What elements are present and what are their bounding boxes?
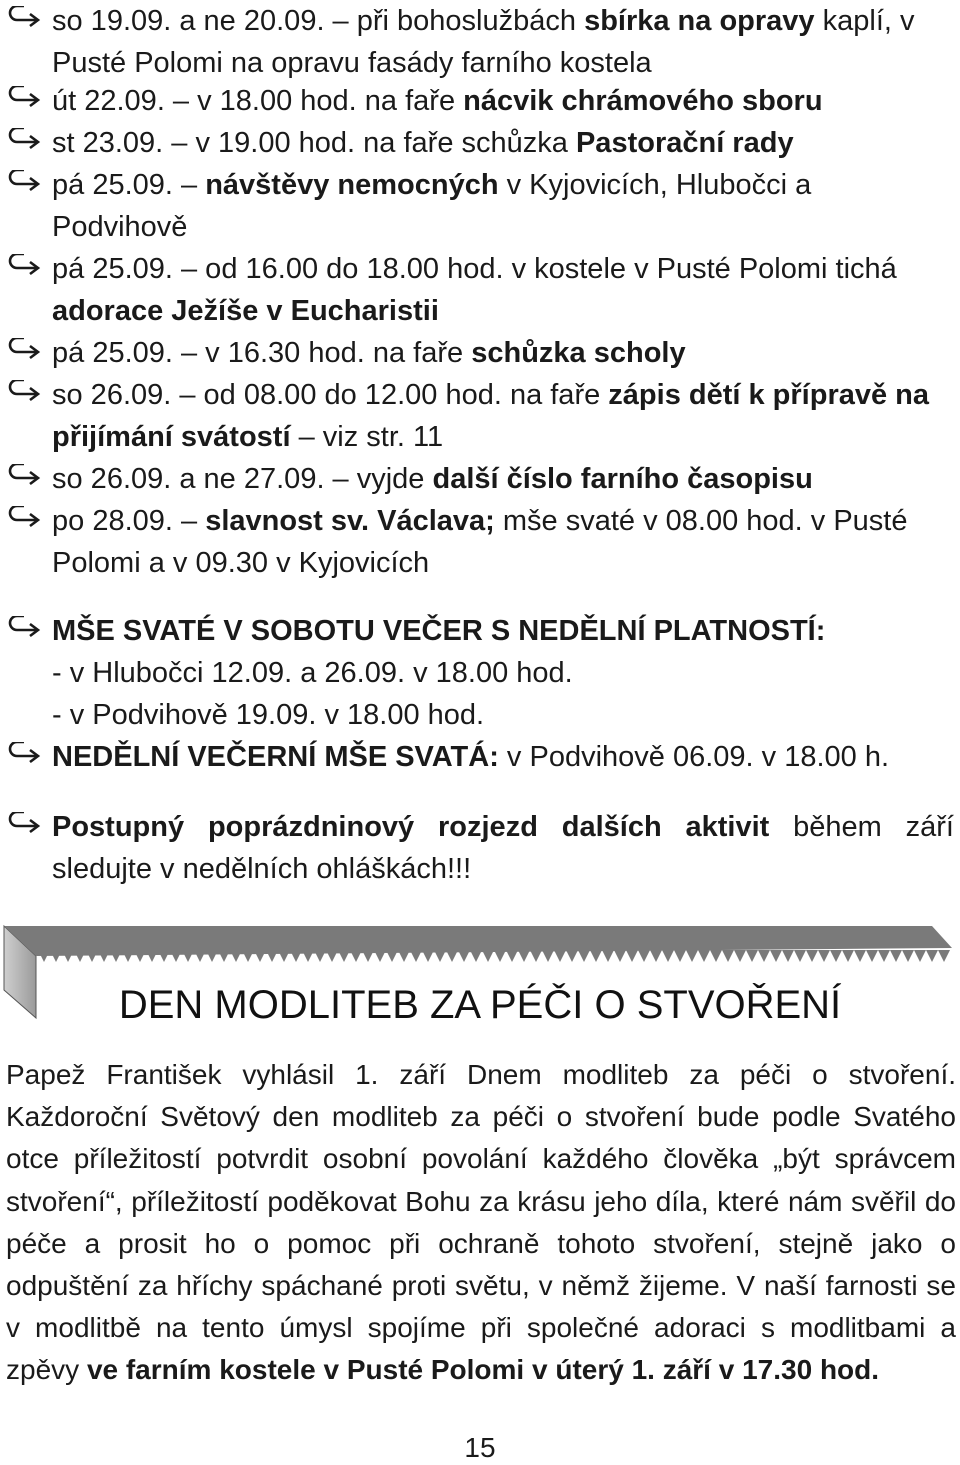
text-run: pá 25.09. – v 16.30 hod. na faře (52, 337, 472, 369)
text-run: – viz str. 11 (290, 421, 444, 453)
event-text (52, 80, 954, 122)
event-text (52, 248, 954, 332)
sunday-evening-heading: NEDĚLNÍ VEČERNÍ MŠE SVATÁ: (52, 741, 499, 773)
holiday-note-text: během září sledujte v nedělních ohláškách!!! (52, 811, 954, 885)
article-body (6, 1054, 956, 1392)
arrow-icon (6, 464, 42, 494)
bold-text-run: zápis dětí k přípravě na přijímání svátostí (52, 379, 930, 453)
saturday-mass-heading: MŠE SVATÉ V SOBOTU VEČER S NEDĚLNÍ PLATNOSTÍ: (52, 615, 826, 647)
text-run: so 19.09. a ne 20.09. – při bohoslužbách (52, 5, 585, 37)
event-text (52, 458, 954, 500)
arrow-icon (6, 170, 42, 200)
bold-text-run: návštěvy nemocných (205, 169, 499, 201)
event-text (52, 122, 954, 164)
arrow-icon (6, 742, 42, 772)
bold-text-run: adorace Ježíše v Eucharistii (52, 295, 439, 327)
arrow-icon (6, 6, 42, 36)
arrow-icon (6, 254, 42, 284)
bold-text-run: slavnost sv. Václava; (205, 505, 495, 537)
bold-text-run: nácvik chrámového sboru (463, 85, 823, 117)
text-run: Papež František vyhlásil 1. září Dnem modliteb za péči o stvoření. Každoroční Světový den modliteb za péči o stvoření bude podle Svatého otce příležitostí potvrdit osobní povolání každého člověka „být správcem stvoření“, příležitostí poděkovat Bohu za krásu jeho díla, které nám svěřil do péče a prosit ho o pomoc při ochraně tohoto stvoření, stejně jako o odpuštění za hříchy spáchané proti světu, v němž žijeme. V naší farnosti se v modlitbě na tento úmysl spojíme při společné adoraci s modlitbami a zpěvy (6, 1059, 956, 1386)
arrow-icon (6, 128, 42, 158)
text-run: mše svaté v 08.00 hod. v Pusté Polomi a v 09.30 v Kyjovicích (52, 505, 908, 579)
event-text (52, 164, 890, 248)
arrow-icon (6, 506, 42, 536)
arrow-icon (6, 380, 42, 410)
bold-text-run: ve farním kostele v Pusté Polomi v úterý 1. září v 17.30 hod. (86, 1354, 880, 1386)
holiday-note-bold: Postupný poprázdninový rozjezd dalších aktivit (52, 811, 770, 843)
text-run: so 26.09. a ne 27.09. – vyjde (52, 463, 433, 495)
text-run: v Kyjovicích, Hlubočci a Podvihově (52, 169, 812, 243)
saturday-mass-line: - v Podvihově 19.09. v 18.00 hod. (52, 699, 485, 731)
bold-text-run: Pastorační rady (575, 127, 794, 159)
bold-text-run: schůzka scholy (471, 337, 686, 369)
text-run: so 26.09. – od 08.00 do 12.00 hod. na faře (52, 379, 609, 411)
section-title: DEN MODLITEB ZA PÉČI O STVOŘENÍ (118, 983, 842, 1027)
text-run: po 28.09. – (52, 505, 206, 537)
bold-text-run: další číslo farního časopisu (432, 463, 813, 495)
event-text (52, 500, 954, 584)
arrow-icon (6, 338, 42, 368)
saturday-mass-line: - v Hlubočci 12.09. a 26.09. v 18.00 hod. (52, 657, 573, 689)
arrow-icon (6, 616, 42, 646)
event-text (52, 332, 954, 374)
text-run: pá 25.09. – (52, 169, 206, 201)
event-text (52, 0, 954, 84)
arrow-icon (6, 86, 42, 116)
event-text (52, 374, 954, 458)
text-run: út 22.09. – v 18.00 hod. na faře (52, 85, 464, 117)
text-run: st 23.09. – v 19.00 hod. na faře schůzka (52, 127, 576, 159)
page-number: 15 (464, 1432, 496, 1463)
sunday-evening-text: v Podvihově 06.09. v 18.00 h. (498, 741, 890, 773)
text-run: kaplí, v Pusté Polomi na opravu fasády farního kostela (52, 5, 915, 79)
text-run: pá 25.09. – od 16.00 do 18.00 hod. v kostele v Pusté Polomi tichá (52, 253, 897, 285)
arrow-icon (6, 812, 42, 842)
bold-text-run: sbírka na opravy (584, 5, 815, 37)
